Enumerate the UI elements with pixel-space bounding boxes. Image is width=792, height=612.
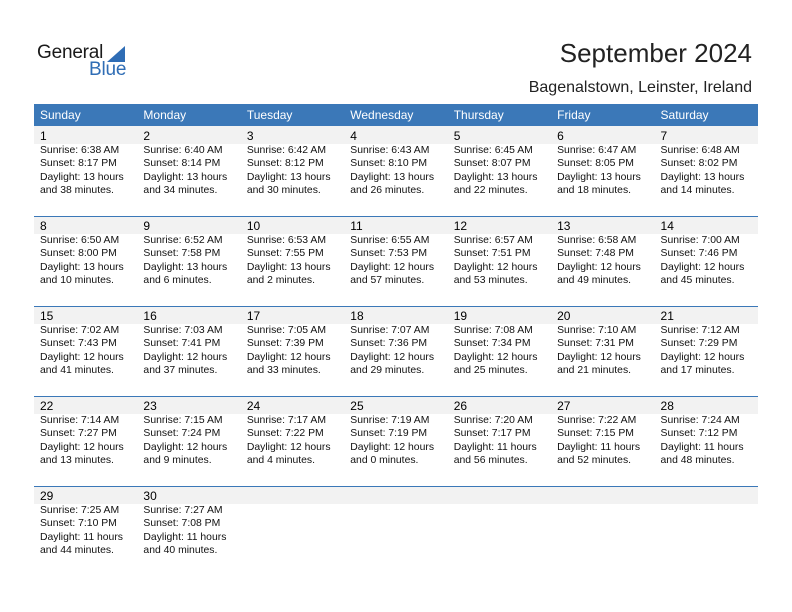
week-cells	[34, 486, 758, 558]
day-number: 12	[453, 219, 468, 233]
daylight-minutes-text: and 17 minutes.	[660, 365, 735, 377]
sunset-text: Sunset: 7:10 PM	[40, 518, 117, 530]
daylight-minutes-text: and 33 minutes.	[246, 365, 321, 377]
day-cell	[241, 396, 344, 468]
day-number: 9	[143, 219, 151, 233]
sunset-text: Sunset: 8:00 PM	[40, 248, 117, 260]
day-number: 2	[143, 129, 151, 143]
day-number: 21	[660, 309, 674, 323]
sunset-text: Sunset: 8:17 PM	[40, 158, 117, 170]
sunset-text: Sunset: 7:34 PM	[453, 338, 531, 350]
day-cell	[655, 396, 758, 468]
day-number: 15	[40, 309, 54, 323]
daylight-text: Daylight: 12 hours	[453, 261, 538, 273]
sunrise-text: Sunrise: 7:22 AM	[557, 415, 637, 426]
daylight-text: Daylight: 13 hours	[246, 171, 331, 183]
sunrise-text: Sunrise: 7:27 AM	[143, 505, 223, 516]
daylight-minutes-text: and 41 minutes.	[40, 365, 114, 377]
sunrise-text: Sunrise: 7:12 AM	[660, 325, 740, 336]
sunset-text: Sunset: 7:15 PM	[557, 428, 634, 440]
weekday-thursday: Thursday	[453, 108, 504, 122]
sunset-text: Sunset: 7:53 PM	[350, 248, 428, 260]
daylight-text: Daylight: 12 hours	[246, 441, 331, 453]
sunset-text: Sunset: 7:41 PM	[143, 338, 221, 350]
daylight-minutes-text: and 45 minutes.	[660, 275, 735, 287]
daylight-text: Daylight: 11 hours	[453, 441, 537, 453]
daylight-minutes-text: and 4 minutes.	[246, 455, 316, 467]
sunset-text: Sunset: 7:24 PM	[143, 428, 221, 440]
daylight-text: Daylight: 11 hours	[143, 531, 227, 543]
day-cell	[448, 486, 551, 558]
daylight-minutes-text: and 52 minutes.	[557, 455, 632, 467]
calendar-week	[34, 396, 758, 486]
daylight-text: Daylight: 12 hours	[143, 441, 228, 453]
daylight-minutes-text: and 29 minutes.	[350, 365, 425, 377]
sunset-text: Sunset: 7:48 PM	[557, 248, 634, 260]
sunrise-text: Sunrise: 7:03 AM	[143, 325, 223, 336]
sunset-text: Sunset: 8:05 PM	[557, 158, 634, 170]
sunrise-text: Sunrise: 7:07 AM	[350, 325, 430, 336]
day-number: 17	[246, 309, 261, 323]
page-title: September 2024	[559, 38, 752, 68]
daylight-text: Daylight: 13 hours	[143, 261, 228, 273]
sunrise-text: Sunrise: 6:57 AM	[453, 235, 533, 246]
sunrise-text: Sunrise: 6:45 AM	[453, 145, 533, 156]
daylight-minutes-text: and 57 minutes.	[350, 275, 425, 287]
daylight-text: Daylight: 12 hours	[40, 441, 124, 453]
day-cell	[655, 216, 758, 288]
day-number: 23	[143, 399, 157, 413]
daylight-text: Daylight: 12 hours	[246, 351, 331, 363]
daylight-text: Daylight: 12 hours	[143, 351, 228, 363]
day-cell	[551, 216, 654, 288]
sunrise-text: Sunrise: 7:05 AM	[246, 325, 326, 336]
day-number: 11	[350, 219, 363, 233]
day-number: 22	[40, 399, 54, 413]
day-cell	[448, 216, 551, 288]
daylight-minutes-text: and 0 minutes.	[350, 455, 419, 467]
sunrise-text: Sunrise: 6:43 AM	[350, 145, 430, 156]
day-cell	[137, 306, 240, 378]
day-cell	[137, 126, 240, 198]
day-cell	[551, 126, 654, 198]
daylight-minutes-text: and 48 minutes.	[660, 455, 735, 467]
daylight-text: Daylight: 11 hours	[660, 441, 744, 453]
day-cell	[241, 486, 344, 558]
sunrise-text: Sunrise: 7:08 AM	[453, 325, 533, 336]
sunrise-text: Sunrise: 6:50 AM	[40, 235, 120, 246]
day-number: 19	[453, 309, 468, 323]
week-cells	[34, 306, 758, 378]
day-number: 10	[246, 219, 261, 233]
sunrise-text: Sunrise: 6:53 AM	[246, 235, 326, 246]
sunset-text: Sunset: 7:46 PM	[660, 248, 738, 260]
day-cell	[344, 486, 447, 558]
daylight-minutes-text: and 30 minutes.	[246, 185, 321, 197]
sunset-text: Sunset: 7:55 PM	[246, 248, 324, 260]
location-subtitle: Bagenalstown, Leinster, Ireland	[528, 79, 752, 96]
day-cell	[448, 306, 551, 378]
day-cell	[448, 126, 551, 198]
sunrise-text: Sunrise: 6:55 AM	[350, 235, 430, 246]
daylight-text: Daylight: 12 hours	[660, 261, 745, 273]
daylight-minutes-text: and 53 minutes.	[453, 275, 528, 287]
sunset-text: Sunset: 7:58 PM	[143, 248, 221, 260]
daylight-text: Daylight: 11 hours	[557, 441, 641, 453]
daylight-minutes-text: and 2 minutes.	[246, 275, 316, 287]
sunrise-text: Sunrise: 7:00 AM	[660, 235, 740, 246]
sunrise-text: Sunrise: 7:24 AM	[660, 415, 740, 426]
day-number: 5	[453, 129, 461, 143]
day-number: 16	[143, 309, 157, 323]
sunset-text: Sunset: 8:12 PM	[246, 158, 324, 170]
weekday-wednesday: Wednesday	[350, 108, 414, 122]
day-cell	[655, 126, 758, 198]
daylight-minutes-text: and 21 minutes.	[557, 365, 632, 377]
daylight-minutes-text: and 38 minutes.	[40, 185, 114, 197]
logo-text-blue: Blue	[89, 59, 127, 80]
weekday-header	[34, 104, 758, 126]
calendar-week	[34, 306, 758, 396]
daylight-minutes-text: and 49 minutes.	[557, 275, 632, 287]
day-cell	[551, 486, 654, 558]
daylight-text: Daylight: 13 hours	[143, 171, 228, 183]
sunset-text: Sunset: 8:02 PM	[660, 158, 738, 170]
daylight-minutes-text: and 6 minutes.	[143, 275, 212, 287]
day-cell	[241, 306, 344, 378]
daylight-text: Daylight: 13 hours	[453, 171, 538, 183]
day-cell	[551, 396, 654, 468]
day-number: 28	[660, 399, 674, 413]
day-cell	[34, 216, 137, 288]
daylight-minutes-text: and 18 minutes.	[557, 185, 632, 197]
sunrise-text: Sunrise: 7:17 AM	[246, 415, 326, 426]
day-number: 1	[40, 129, 47, 143]
day-number: 24	[246, 399, 261, 413]
sunrise-text: Sunrise: 6:42 AM	[246, 145, 326, 156]
daylight-text: Daylight: 13 hours	[557, 171, 641, 183]
daylight-text: Daylight: 13 hours	[660, 171, 745, 183]
weeks-container	[34, 126, 758, 576]
day-number: 20	[557, 309, 571, 323]
daylight-minutes-text: and 9 minutes.	[143, 455, 212, 467]
day-cell	[241, 216, 344, 288]
sunset-text: Sunset: 7:29 PM	[660, 338, 738, 350]
day-number: 7	[660, 129, 668, 143]
day-cell	[655, 306, 758, 378]
weekday-tuesday: Tuesday	[246, 108, 293, 122]
day-cell	[448, 396, 551, 468]
daylight-text: Daylight: 12 hours	[660, 351, 745, 363]
sunrise-text: Sunrise: 7:02 AM	[40, 325, 120, 336]
daylight-text: Daylight: 11 hours	[40, 531, 123, 543]
daylight-minutes-text: and 25 minutes.	[453, 365, 528, 377]
sunrise-text: Sunrise: 7:25 AM	[40, 505, 120, 516]
daylight-minutes-text: and 34 minutes.	[143, 185, 218, 197]
day-number: 29	[40, 489, 54, 503]
day-number: 27	[557, 399, 571, 413]
daylight-text: Daylight: 13 hours	[40, 261, 124, 273]
day-cell	[344, 306, 447, 378]
daylight-text: Daylight: 12 hours	[350, 261, 435, 273]
daylight-minutes-text: and 13 minutes.	[40, 455, 114, 467]
sunset-text: Sunset: 7:39 PM	[246, 338, 324, 350]
daylight-text: Daylight: 12 hours	[40, 351, 124, 363]
sunset-text: Sunset: 8:07 PM	[453, 158, 531, 170]
weekday-sunday: Sunday	[40, 108, 81, 122]
sunset-text: Sunset: 7:51 PM	[453, 248, 531, 260]
logo	[37, 42, 137, 82]
day-number: 8	[40, 219, 47, 233]
day-cell	[344, 216, 447, 288]
sunrise-text: Sunrise: 7:14 AM	[40, 415, 120, 426]
day-number: 30	[143, 489, 157, 503]
sunrise-text: Sunrise: 7:20 AM	[453, 415, 533, 426]
sunrise-text: Sunrise: 6:58 AM	[557, 235, 637, 246]
day-number: 26	[453, 399, 468, 413]
day-cell	[551, 306, 654, 378]
daylight-text: Daylight: 12 hours	[557, 351, 641, 363]
sunrise-text: Sunrise: 7:15 AM	[143, 415, 223, 426]
sunrise-text: Sunrise: 7:19 AM	[350, 415, 430, 426]
daylight-text: Daylight: 13 hours	[246, 261, 331, 273]
daylight-text: Daylight: 12 hours	[350, 351, 435, 363]
day-cell	[34, 306, 137, 378]
daylight-text: Daylight: 12 hours	[557, 261, 641, 273]
week-cells	[34, 126, 758, 198]
day-cell	[137, 216, 240, 288]
sunset-text: Sunset: 7:08 PM	[143, 518, 221, 530]
daylight-text: Daylight: 12 hours	[350, 441, 435, 453]
daylight-text: Daylight: 13 hours	[40, 171, 124, 183]
sunset-text: Sunset: 7:22 PM	[246, 428, 324, 440]
calendar-week	[34, 126, 758, 216]
sunrise-text: Sunrise: 6:40 AM	[143, 145, 223, 156]
sunset-text: Sunset: 7:27 PM	[40, 428, 117, 440]
daylight-text: Daylight: 13 hours	[350, 171, 435, 183]
week-cells	[34, 216, 758, 288]
day-number: 6	[557, 129, 564, 143]
daylight-text: Daylight: 12 hours	[453, 351, 538, 363]
weekday-monday: Monday	[143, 108, 187, 122]
daylight-minutes-text: and 56 minutes.	[453, 455, 528, 467]
logo-text-general: General	[37, 42, 104, 63]
sunset-text: Sunset: 7:12 PM	[660, 428, 738, 440]
sunset-text: Sunset: 7:31 PM	[557, 338, 634, 350]
day-number: 25	[350, 399, 364, 413]
weekday-friday: Friday	[557, 108, 591, 122]
sunset-text: Sunset: 7:17 PM	[453, 428, 531, 440]
day-cell	[655, 486, 758, 558]
day-number: 4	[350, 129, 357, 143]
calendar-grid	[34, 104, 758, 576]
daylight-minutes-text: and 40 minutes.	[143, 545, 218, 557]
day-cell	[34, 396, 137, 468]
day-cell	[344, 396, 447, 468]
day-cell	[344, 126, 447, 198]
day-number: 3	[246, 129, 254, 143]
sunset-text: Sunset: 8:14 PM	[143, 158, 221, 170]
sunset-text: Sunset: 8:10 PM	[350, 158, 428, 170]
sunset-text: Sunset: 7:19 PM	[350, 428, 428, 440]
daylight-minutes-text: and 26 minutes.	[350, 185, 425, 197]
day-cell	[241, 126, 344, 198]
day-number: 14	[660, 219, 674, 233]
calendar-week	[34, 216, 758, 306]
weekday-saturday: Saturday	[660, 108, 709, 122]
sunset-text: Sunset: 7:43 PM	[40, 338, 117, 350]
sunrise-text: Sunrise: 6:52 AM	[143, 235, 223, 246]
calendar-week	[34, 486, 758, 576]
day-number: 18	[350, 309, 364, 323]
daylight-minutes-text: and 14 minutes.	[660, 185, 735, 197]
day-number: 13	[557, 219, 571, 233]
sunrise-text: Sunrise: 6:38 AM	[40, 145, 120, 156]
daylight-minutes-text: and 10 minutes.	[40, 275, 114, 287]
day-cell	[137, 486, 240, 558]
sunrise-text: Sunrise: 7:10 AM	[557, 325, 637, 336]
daylight-minutes-text: and 44 minutes.	[40, 545, 114, 557]
week-cells	[34, 396, 758, 468]
daylight-minutes-text: and 22 minutes.	[453, 185, 528, 197]
sunset-text: Sunset: 7:36 PM	[350, 338, 428, 350]
daylight-minutes-text: and 37 minutes.	[143, 365, 218, 377]
sunrise-text: Sunrise: 6:47 AM	[557, 145, 637, 156]
day-cell	[34, 126, 137, 198]
sunrise-text: Sunrise: 6:48 AM	[660, 145, 740, 156]
day-cell	[34, 486, 137, 558]
day-cell	[137, 396, 240, 468]
